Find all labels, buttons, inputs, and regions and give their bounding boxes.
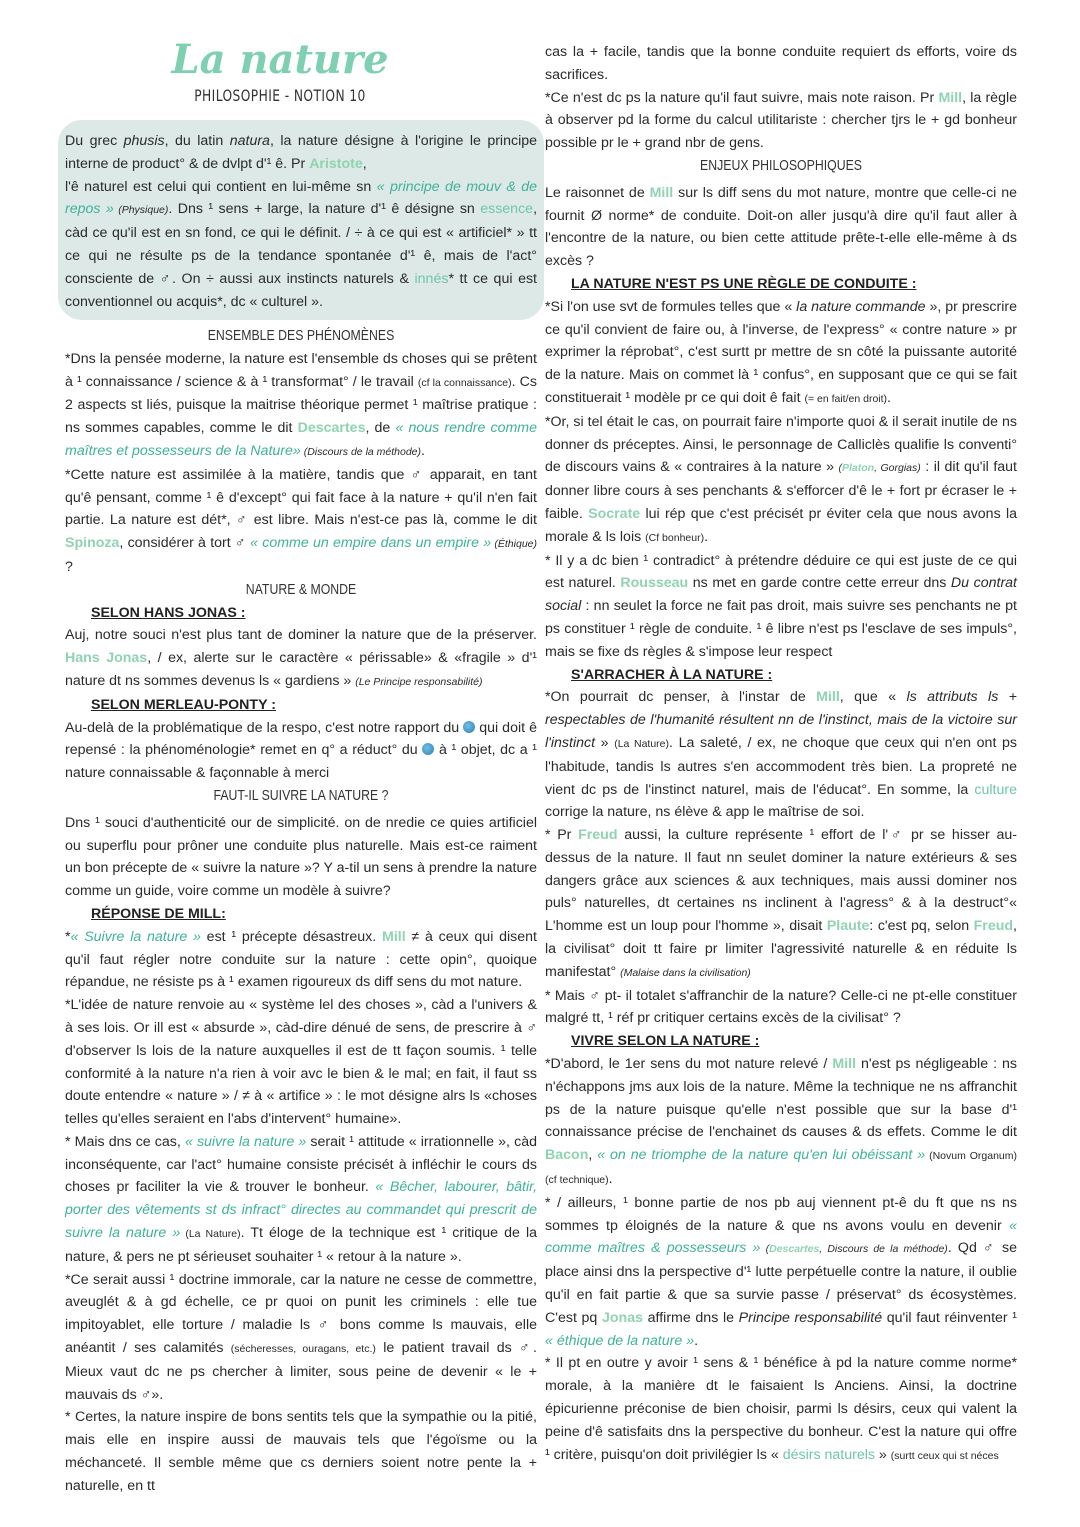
intro-text [65, 130, 537, 313]
globe-icon [463, 721, 475, 733]
subheading-regle-conduite: LA NATURE N'EST PS UNE RÈGLE DE CONDUITE : [571, 275, 917, 292]
paragraph: cas la + facile, tandis que la bonne conduite requiert ds efforts, voire ds sacrifices. [545, 44, 1017, 83]
page-title: La nature [171, 36, 389, 83]
paragraph: * Il pt en outre y avoir ¹ sens & ¹ bénéfice à pd la nature comme norme* morale, à la manière dt le faisaient ls Anciens. Ainsi, la doctrine épicurienne préconise de bien choisir, parmi ls désirs, ceux qui valent la peine d'ê satisfaits dns la perspective du bonheur. C'est la nature qui offre ¹ critère, puisqu'on doit privilégier ls « désirs naturels » (surtt ceux qui st néces [545, 1355, 1017, 1463]
paragraph: Auj, notre souci n'est plus tant de dominer la nature que de la préserver. Hans Jonas, / ex, alerte sur le caractère « périssable» & «fragile » d'¹ nature dt ns sommes devenus ls « gardiens » (Le Principe responsabilité) [65, 627, 538, 689]
paragraph: * Mais dns ce cas, « suivre la nature » serait ¹ attitude « irrationnelle », càd inconséquente, car l'act° humaine consiste précisét à infléchir le cours ds choses pr faciliter la vie & trouver le bonheur. « Bêcher, labourer, bâtir, porter des vêtements st ds infract° directes au commandet qui prescrit de suivre la nature » (La Nature). Tt éloge de la technique est ¹ critique de la nature, & pers ne pt sérieuset souhaiter ¹ « retour à la nature ». [65, 1133, 538, 1265]
section-heading-phenomenes: ENSEMBLE DES PHÉNOMÈNES [207, 327, 395, 344]
paragraph: Au-delà de la problématique de la respo, c'est notre rapport du qui doit ê repensé : la phénoménologie* remet en q° a réduct° du à ¹ objet, dc a ¹ nature connaissable & façonnable à merci [65, 719, 537, 782]
intro-paragraph-1: Du grec phusis, du latin natura, la nature désigne à l'origine le principe interne de product° & de dvlpt d'¹ ê. Pr Aristote, [65, 133, 538, 172]
subheading-arracher-nature: S'ARRACHER À LA NATURE : [571, 666, 773, 683]
paragraph: *Ce serait aussi ¹ doctrine immorale, car la nature ne cesse de commettre, aveuglét & à gd échelle, ce pr quoi on punit les criminels : elle tue impitoyablet, elle torture / maladie ls ♂ bons comme ls mauvais, elle anéantit / ses calamités (sécheresses, ouragans, etc.) le patient travail ds ♂. Mieux vaut dc ne ps chercher à limiter, sous peine de devenir « le + mauvais ds ♂». [65, 1271, 537, 1403]
subheading-vivre-nature: VIVRE SELON LA NATURE : [571, 1033, 760, 1050]
paragraph: *On pourrait dc penser, à l'instar de Mill, que « ls attributs ls + respectables de l'humanité résultent nn de l'instinct, mais de la victoire sur l'instinct » (La Nature). La saleté, / ex, ne choque que ceux qui n'en ont ps l'habitude, tandis ls autres s'en accommodent très bien. La propreté ne vient dc ps de l'instinct naturel, mais de l'éducat°. En somme, la culture corrige la nature, ns élève & app le maîtrise de soi. [545, 689, 1018, 821]
subheading-hans-jonas: SELON HANS JONAS : [91, 604, 246, 621]
subheading-merleau-ponty: SELON MERLEAU-PONTY : [91, 696, 276, 713]
section-heading-suivre-nature: FAUT-IL SUIVRE LA NATURE ? [213, 786, 389, 804]
paragraph: *Or, si tel était le cas, on pourrait faire n'importe quoi & il serait inutile de ns donner ds préceptes. Ainsi, le personnage de Calliclès qualifie ls conventi° de discours vains & « contraires à la nature » (Platon, Gorgias) : il dit qu'il faut donner libre cours à ses penchants & s'efforcer d'ê le + fort pr écraser le + faible. Socrate lui rép que c'est précisét pr éviter cela que nous avons la morale & ls lois (Cf bonheur). [545, 413, 1017, 545]
intro-paragraph-2: l'ê naturel est celui qui contient en lui-même sn « principe de mouv & de repos » (Physique). Dns ¹ sens + large, la nature d'¹ ê désigne sn essence, càd ce qu'il est en sn fond, ce qui le définit. / ÷ à ce qui est « artificiel* » tt ce qui ne résulte ps de la tendance spontanée d'¹ ê, mais de l'act° consciente de ♂. On ÷ aussi aux instincts naturels & innés* tt ce qui est conventionnel ou acquis*, dc « culturel ». [65, 178, 538, 310]
subheading-reponse-mill: RÉPONSE DE MILL: [91, 905, 226, 922]
paragraph: *Ce n'est dc ps la nature qu'il faut suivre, mais note raison. Pr Mill, la règle à observer pd la forme du calcul utilitariste : chercher tjrs le + gd bonheur possible pr le + grand nbr de gens. [545, 89, 1017, 152]
paragraph: *Cette nature est assimilée à la matière, tandis que ♂ apparait, en tant qu'ê pensant, comme ¹ ê d'except° qui fait face à la nature + qu'il n'en fait partie. La nature est dét*, ♂ est libre. Mais n'est-ce pas là, comme le dit Spinoza, considérer à tort ♂ « comme un empire dans un empire » (Éthique) ? [65, 466, 537, 575]
paragraph: *Si l'on use svt de formules telles que « la nature commande », pr prescrire ce qu'il convient de faire ou, à l'inverse, de l'express° « contre nature » pr exprimer la réprobat°, c'est surtt pr mettre de sn côté la puissante autorité de la nature. Mais on commet là ¹ confus°, en supposant que ce qui se fait constituerait ¹ modèle pr ce qui doit ê fait (= en fait/en droit). [545, 298, 1018, 406]
page-subtitle: PHILOSOPHIE - NOTION 10 [194, 86, 366, 105]
paragraph: * Certes, la nature inspire de bons sentits tels que la sympathie ou la pitié, mais elle en inspire aussi de mauvais tels que l'égoïsme ou la méchanceté. Il semble même que cs derniers soient notre pente la + naturelle, en tt [65, 1409, 537, 1494]
paragraph: * Mais ♂ pt- il totalet s'affranchir de la nature? Celle-ci ne pt-elle constituer malgré tt, ¹ réf pr critiquer certains excès de la civilisat° ? [545, 987, 1017, 1027]
paragraph: *L'idée de nature renvoie au « système lel des choses », càd a l'univers & à ses lois. Or ill est « absurde », càd-dire dénué de sens, de prescrire à ♂ d'observer ls lois de la nature auxquelles il est de tt façon soumis. ¹ telle conformité à la nature n'a rien à voir avc le bien & le mal; en fait, il faut ss doute entendre « nature » / ≠ à « artifice » : le mot désigne alrs ls «choses telles qu'elles seraient en l'abs d'intervent° humaine». [65, 997, 537, 1128]
paragraph: Dns ¹ souci d'authenticité our de simplicité. on de nredie ce quies artificiel ou superflu pour prôner une conduite plus naturelle. Mais est-ce raiment un bon précepte de « suivre la nature »? Y a-til un sens à prendre la nature comme un guide, voire comme un modèle à suivre? [65, 814, 537, 900]
paragraph: *« Suivre la nature » est ¹ précepte désastreux. Mill ≠ à ceux qui disent qu'il faut régler notre conduite sur la nature : cette opin°, quoique répandue, ne résiste ps à ¹ examen rigoureux ds diff sens du mot nature. [65, 928, 537, 991]
paragraph: * Pr Freud aussi, la culture représente ¹ effort de l'♂ pr se hisser au-dessus de la nature. Il faut nn seulet dominer la nature extérieurs & ses dangers grâce aux sciences & aux techniques, mais aussi dominer nos puls° naturelles, dt certaines ns inclinent à l'agress° & à la destruct°« L'homme est un loup pour l'homme », disait Plaute: c'est pq, selon Freud, la civilisat° doit tt faire pr limiter l'agressivité naturelle & en réduite ls manifestat° (Malaise dans la civilisation) [545, 827, 1017, 980]
paragraph: * / ailleurs, ¹ bonne partie de nos pb auj viennent pt-ê du ft que ns ns sommes tp éloignés de la nature & que ns avons voulu en devenir « comme maîtres & possesseurs » (Descartes, Discours de la méthode). Qd ♂ se place ainsi dns la perspective d'¹ lutte perpétuelle contre la nature, il oublie qu'il en fait partie & que sa survie passe / préservat° ds écosystèmes. C'est pq Jonas affirme dns le Principe responsabilité qu'il faut réinventer ¹ « éthique de la nature ». [545, 1194, 1018, 1349]
section-heading-enjeux: ENJEUX PHILOSOPHIQUES [699, 156, 863, 174]
section-heading-nature-monde: NATURE & MONDE [245, 580, 357, 598]
globe-icon [422, 743, 434, 755]
paragraph: *D'abord, le 1er sens du mot nature relevé / Mill n'est ps négligeable : ns n'échappons jms aux lois de la nature. Même la technique ne ns affranchit ps de la nature puisque qu'elle n'est possible que sur la base d'¹ connaissance précise de l'enchainet ds causes & ds effets. Comme le dit Bacon, « on ne triomphe de la nature qu'en lui obéissant » (Novum Organum) (cf technique). [545, 1056, 1017, 1188]
paragraph: Le raisonnet de Mill sur ls diff sens du mot nature, montre que celle-ci ne fournit Ø norme* de conduite. Doit-on aller jusqu'à dire qu'il faut aller à l'encontre de la nature, ou bien cette attitude prête-t-elle elle-même à ds excès ? [545, 184, 1017, 270]
left-column [65, 325, 537, 1498]
right-column [545, 41, 1017, 1467]
paragraph: * Il y a dc bien ¹ contradict° à prétendre déduire ce qui est juste de ce qui est naturel. Rousseau ns met en garde contre cette erreur dns Du contrat social : nn seulet la force ne fait pas droit, mais suivre ses penchants ne pt ps constituer ¹ règle de conduite. ¹ ê libre n'est ps l'esclave de ses impuls°, mais se fixe ds règles & s'impose leur respect [545, 552, 1017, 660]
paragraph: *Dns la pensée moderne, la nature est l'ensemble ds choses qui se prêtent à ¹ connaissance / science & à ¹ transformat° / le travail (cf la connaissance). Cs 2 aspects st liés, puisque la maitrise théorique permet ¹ maîtrise pratique : ns sommes capables, comme le dit Descartes, de « nous rendre comme maîtres et possesseurs de la Nature» (Discours de la méthode). [65, 350, 538, 459]
